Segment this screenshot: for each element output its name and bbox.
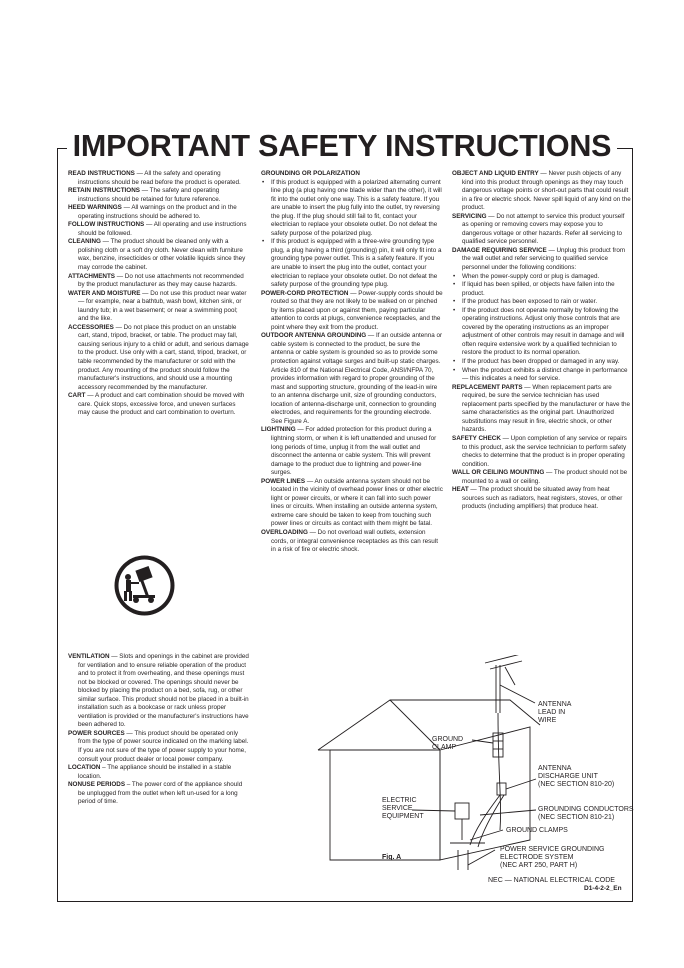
instruction-item-text: — If an outside antenna or cable system is connected to the product, be sure the antenna or cable system is grounded so as to provide some protection against voltage surges and built-up static charges. Article 810 of the National Electrical Code, ANSI/NFPA 70, provides information with regard to proper grounding of the mast and supporting structure, grounding of the lead-in wire to an antenna discharge unit, size of grounding conductors, location of antenna-discharge unit, connection to grounding electrodes, and requirements for the grounding electrode. See Figure A. <box>271 332 443 425</box>
instruction-item <box>452 384 632 435</box>
label-elec-l1: ELECTRIC <box>382 797 417 804</box>
instruction-item-heading: OVERLOADING <box>261 528 308 536</box>
bullet-item: • If this product is equipped with a three-wire grounding type plug, a plug having a third (grounding) pin, it will only fit into a grounding type power outlet. This is a safety feature. If you are unable to insert the plug into the outlet, contact your electrician to replace your obsolete outlet. Do not defeat the safety purpose of the grounding type plug. <box>261 238 443 289</box>
instruction-item-heading: POWER-CORD PROTECTION <box>261 289 349 297</box>
instruction-item <box>68 238 249 272</box>
instruction-item <box>452 435 632 469</box>
instruction-item <box>261 290 443 333</box>
roof-outline <box>318 700 540 750</box>
label-disch-l1: ANTENNA <box>538 765 572 772</box>
damage-requiring-service-text: — Unplug this product from the wall outlet and refer servicing to qualified service personnel under the following conditions: <box>462 246 626 272</box>
instruction-item-text: — The safety and operating instructions should be retained for future reference. <box>78 187 221 203</box>
instruction-item-text: — Slots and openings in the cabinet are provided for ventilation and to ensure reliable operation of the product and to protect it from overheating, and these openings must not be blocked or covered. The openings should never be blocked by placing the product on a bed, sofa, rug, or other similar surface. This product should not be placed in a built-in installation such as a bookcase or rack unless proper ventilation is provided or the manufacturer's instructions have been adhered to. <box>78 653 249 729</box>
instruction-item <box>68 392 249 418</box>
instruction-item <box>261 426 443 477</box>
instruction-item <box>68 273 249 290</box>
label-gcond-l1: GROUNDING CONDUCTORS <box>538 806 634 813</box>
instruction-item-heading: VENTILATION <box>68 653 110 660</box>
antenna-grounding-diagram <box>300 655 645 890</box>
instruction-item-heading: CART <box>68 392 86 400</box>
instruction-item-text: — A product and cart combination should be moved with care. Quick stops, excessive force, and uneven surfaces may cause the product and cart combination to overturn. <box>78 392 245 417</box>
instruction-item-heading: NONUSE PERIODS <box>68 781 126 789</box>
bullet-item: • When the product exhibits a distinct change in performance — this indicates a need for service. <box>452 367 632 384</box>
instruction-item-heading: POWER SOURCES <box>68 729 125 737</box>
instruction-item-heading: LOCATION <box>68 764 101 772</box>
label-gcond-l2: (NEC SECTION 810-21) <box>538 814 615 821</box>
cart-warning-icon <box>113 553 176 618</box>
document-code: D1-4-2-2_En <box>584 885 622 892</box>
servicing-text: — Do not attempt to service this product yourself as opening or removing covers may expose you to dangerous voltage or other hazards. Refer all servicing to qualified service personnel. <box>462 212 625 246</box>
instruction-item-heading: READ INSTRUCTIONS <box>68 170 135 177</box>
label-psg-l1: POWER SERVICE GROUNDING <box>500 846 605 853</box>
instruction-item-text: — For added protection for this product during a lightning storm, or when it is left unattended and unused for long periods of time, unplug it from the wall outlet and disconnect the antenna or cable system. This will prevent damage to the product due to lightning and power-line surges. <box>271 426 437 477</box>
grounding-heading: GROUNDING OR POLARIZATION <box>261 170 360 177</box>
discharge-unit <box>497 783 506 795</box>
instruction-item-text: — Do not use attachments not recommended by the product manufacturer as they may cause hazards. <box>78 272 244 289</box>
object-liquid-entry-heading: OBJECT AND LIQUID ENTRY <box>452 170 539 177</box>
instruction-item <box>68 221 249 238</box>
column-3 <box>452 170 632 512</box>
instruction-item-text: — An outside antenna system should not be located in the vicinity of overhead power lines or other electric light or power circuits, or where it can fall into such power lines or circuits. When installing an outside antenna system, extreme care should be taken to keep from touching such power lines or circuits as contact with them might be fatal. <box>271 477 443 528</box>
instruction-item-text: — When replacement parts are required, be sure the service technician has used replacement parts specified by the manufacturer or have the same characteristics as the original part. Unauthorized substitutions may result in fire, electric shock, or other hazards. <box>462 383 631 434</box>
instruction-item-heading: ATTACHMENTS <box>68 272 115 280</box>
grounding-section <box>261 170 443 179</box>
instruction-item-heading: OUTDOOR ANTENNA GROUNDING <box>261 332 367 340</box>
instruction-item <box>261 529 443 555</box>
object-liquid-entry <box>452 170 632 213</box>
instruction-item-heading: CLEANING <box>68 238 101 246</box>
bullet-item: • If the product has been exposed to rain or water. <box>452 298 632 307</box>
servicing-heading: SERVICING <box>452 212 487 220</box>
instruction-item <box>261 478 443 529</box>
damage-requiring-service-heading: DAMAGE REQUIRING SERVICE <box>452 246 547 254</box>
instruction-item <box>68 653 249 730</box>
instruction-item <box>452 486 632 512</box>
instruction-item-text: — All the safety and operating instructions should be read before the product is operated. <box>78 170 241 186</box>
instruction-item-text: — Upon completion of any service or repairs to this product, ask the service technician to perform safety checks to determine that the product is in proper operating condition. <box>462 434 627 468</box>
instruction-item-text: — The product should not be mounted to a wall or ceiling. <box>462 469 628 485</box>
instruction-item-text: — This product should be operated only from the type of power source indicated on the marking label. If you are not sure of the type of power supply to your home, consult your product dealer or local power company. <box>78 729 249 763</box>
instruction-item-heading: WALL OR CEILING MOUNTING <box>452 469 545 477</box>
instruction-item <box>261 332 443 426</box>
column-1 <box>68 170 249 418</box>
label-ground-clamps: GROUND CLAMPS <box>506 827 568 834</box>
column-1-lower <box>68 653 249 807</box>
instruction-item-heading: REPLACEMENT PARTS <box>452 383 523 391</box>
instruction-item-text: — Do not use this product near water — for example, near a bathtub, wash bowl, kitchen sink, or laundry tub; in a wet basement; or near a swimming pool; and the like. <box>78 289 247 323</box>
service-equipment <box>455 803 469 819</box>
label-disch-l3: (NEC SECTION 810-20) <box>538 781 615 788</box>
instruction-item <box>452 469 632 486</box>
servicing <box>452 213 632 247</box>
instruction-item-text: — The product should be situated away from heat sources such as radiators, heat registers, stoves, or other products (including amplifiers) that produce heat. <box>462 486 623 511</box>
instruction-item-heading: HEAT <box>452 486 469 494</box>
bullet-item: • If the product has been dropped or damaged in any way. <box>452 358 632 367</box>
label-clamp-l2: CLAMP <box>432 744 457 751</box>
instruction-item-heading: ACCESSORIES <box>68 323 114 331</box>
label-elec-l3: EQUIPMENT <box>382 813 424 820</box>
label-antenna-l3: WIRE <box>538 717 557 724</box>
instruction-item <box>68 730 249 764</box>
instruction-item-text: – The power cord of the appliance should be unplugged from the outlet when left un-used for a long period of time. <box>78 781 243 806</box>
column-2 <box>261 170 443 555</box>
instruction-item <box>68 187 249 204</box>
label-psg-l2: ELECTRODE SYSTEM <box>500 854 574 861</box>
bullet-item: • If this product is equipped with a polarized alternating current line plug (a plug having one blade wider than the other), it will fit into the outlet only one way. This is a safety feature. If you are unable to insert the plug fully into the outlet, try reversing the plug. If the plug should still fail to fit, contact your electrician to replace your obsolete outlet. Do not defeat the safety purpose of the polarized plug. <box>261 179 443 239</box>
instruction-item-text: — The product should be cleaned only with a polishing cloth or a soft dry cloth. Never clean with furniture wax, benzine, insecticides or other volatile liquids since they may corrode the cabinet. <box>78 238 246 272</box>
bullet-item: • If the product does not operate normally by following the operating instructions. Adjust only those controls that are covered by the operating instructions as an improper adjustment of other controls may result in damage and will often require extensive work by a qualified technician to restore the product to its normal operation. <box>452 307 632 358</box>
lead-in-wire <box>498 713 501 830</box>
instruction-item-text: — Do not overload wall outlets, extension cords, or integral convenience receptacles as this can result in a risk of fire or electric shock. <box>271 528 438 554</box>
instruction-item-heading: WATER AND MOISTURE <box>68 289 141 297</box>
object-liquid-entry-text: — Never push objects of any kind into this product through openings as they may touch dangerous voltage points or short-out parts that could result in a fire or electric shock. Never spill liquid of any kind on the product. <box>462 170 631 212</box>
instruction-item-heading: POWER LINES <box>261 477 306 485</box>
instruction-item-text: — Power-supply cords should be routed so that they are not likely to be walked on or pinched by items placed upon or against them, paying particular attention to cords at plugs, convenience receptacles, and the point where they exit from the product. <box>271 289 443 331</box>
bullet-item: • If liquid has been spilled, or objects have fallen into the product. <box>452 281 632 298</box>
instruction-item-heading: SAFETY CHECK <box>452 434 501 442</box>
grounding-bullets <box>261 179 443 290</box>
instruction-item-text: – The appliance should be installed in a stable location. <box>78 764 232 780</box>
label-clamp-l1: GROUND <box>432 736 464 743</box>
instruction-item <box>68 781 249 807</box>
instruction-item-heading: RETAIN INSTRUCTIONS <box>68 187 140 195</box>
page-title: IMPORTANT SAFETY INSTRUCTIONS <box>0 131 684 162</box>
instruction-item <box>68 170 249 187</box>
figure-label: Fig. A <box>382 854 402 861</box>
instruction-item <box>68 764 249 781</box>
instruction-item-heading: FOLLOW INSTRUCTIONS <box>68 221 145 229</box>
instruction-item-heading: HEED WARNINGS <box>68 204 122 212</box>
damage-requiring-service <box>452 247 632 273</box>
label-elec-l2: SERVICE <box>382 805 413 812</box>
label-nec: NEC — NATIONAL ELECTRICAL CODE <box>488 877 615 884</box>
instruction-item <box>68 324 249 392</box>
damage-bullets <box>452 273 632 384</box>
instruction-item <box>68 290 249 324</box>
label-antenna-l2: LEAD IN <box>538 709 566 716</box>
bullet-item: • When the power-supply cord or plug is damaged. <box>452 273 632 282</box>
instruction-item-heading: LIGHTNING <box>261 426 296 434</box>
instruction-item-text: — All warnings on the product and in the operating instructions should be adhered to. <box>78 204 237 220</box>
instruction-item <box>68 204 249 221</box>
instruction-item-text: — All operating and use instructions should be followed. <box>78 221 247 237</box>
label-psg-l3: (NEC ART 250, PART H) <box>500 862 578 869</box>
label-antenna-l1: ANTENNA <box>538 701 572 708</box>
instruction-item-text: — Do not place this product on an unstable cart, stand, tripod, bracket, or table. The product may fall, causing serious injury to a child or adult, and serious damage to the product. Use only with a cart, stand, tripod, bracket, or table recommended by the manufacturer or sold with the product. Any mounting of the product should follow the manufacturer's instructions, and should use a mounting accessory recommended by the manufacturer. <box>78 323 249 391</box>
label-disch-l2: DISCHARGE UNIT <box>538 773 598 780</box>
